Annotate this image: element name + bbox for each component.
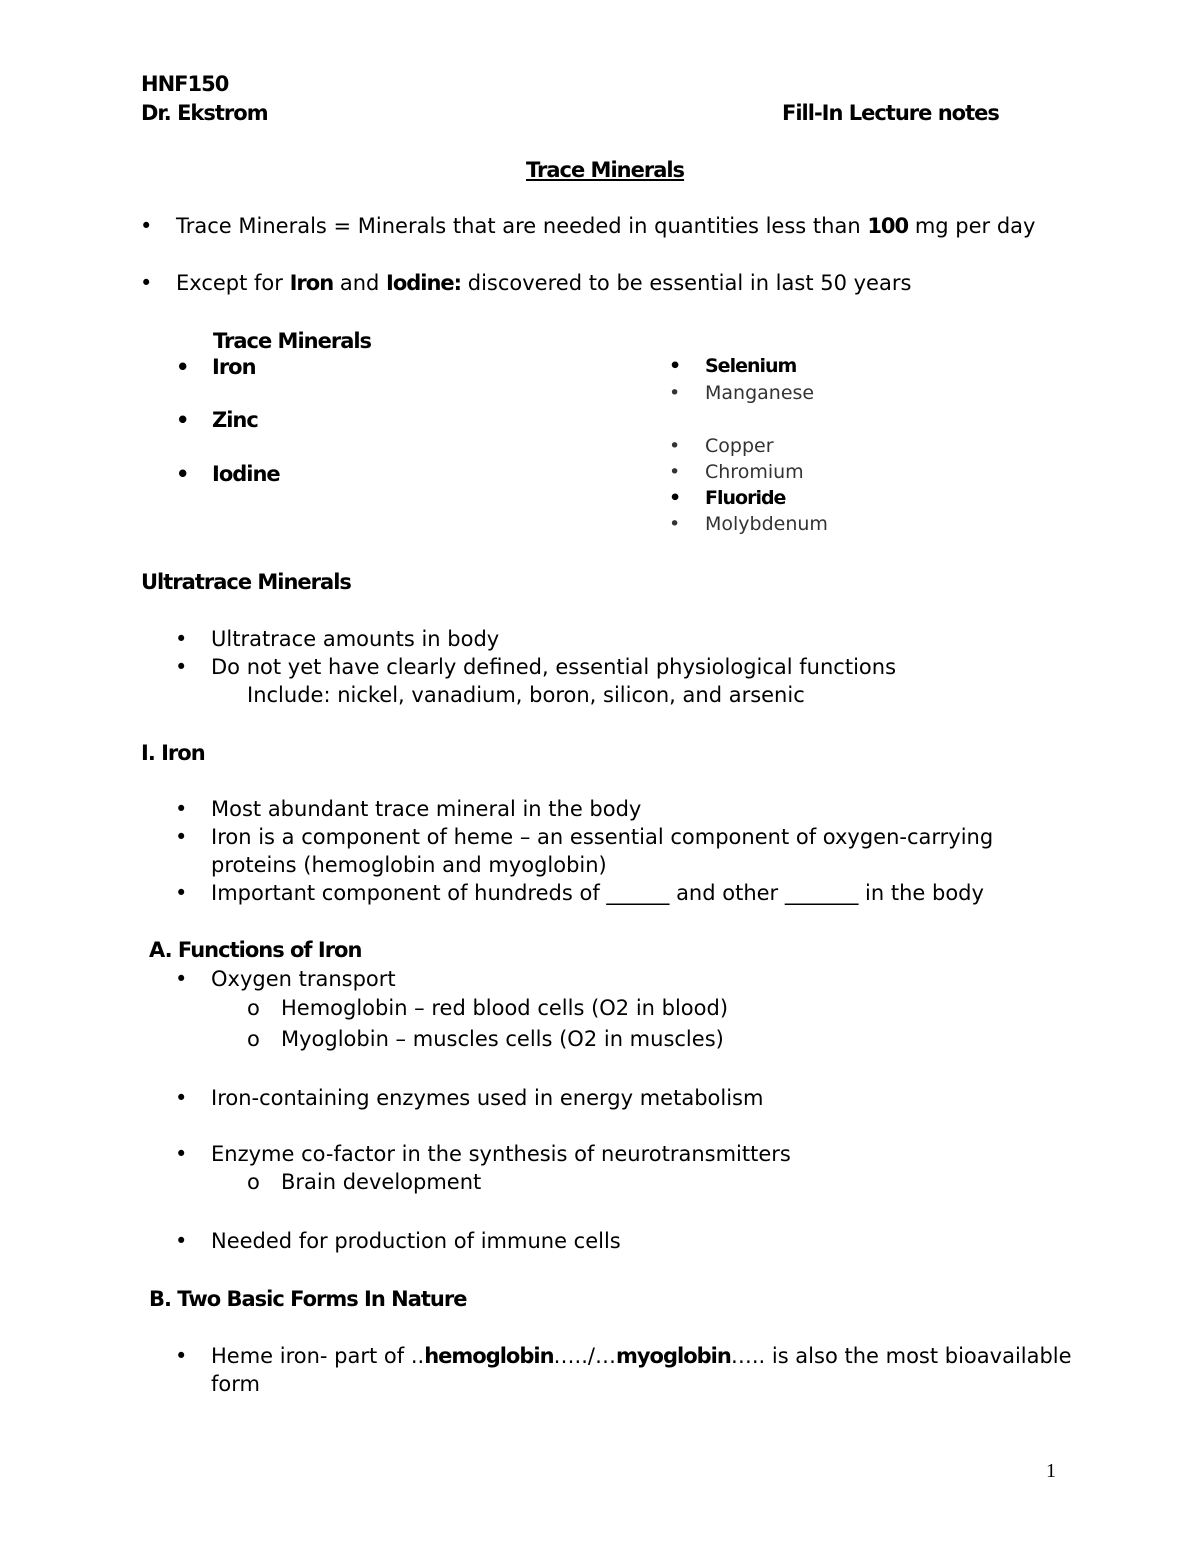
iron-heading: I. Iron: [141, 741, 205, 765]
forms-text: …../…: [553, 1344, 616, 1368]
trace-right-item: • Fluoride: [705, 487, 785, 509]
iron-item-continuation: proteins (hemoglobin and myoglobin): [211, 853, 607, 877]
forms-hemoglobin: hemoglobin: [424, 1344, 554, 1368]
ultratrace-item: • Ultratrace amounts in body: [211, 627, 499, 651]
trace-list-heading: Trace Minerals: [213, 329, 372, 353]
intro-number: 100: [867, 214, 909, 238]
intro-and: and: [333, 271, 387, 295]
forms-myoglobin: myoglobin: [615, 1344, 731, 1368]
function-subitem: o Brain development: [281, 1170, 481, 1194]
intro-bullet-2: [176, 271, 911, 295]
function-subitem: o Myoglobin – muscles cells (O2 in muscles): [281, 1027, 724, 1051]
intro-iodine: Iodine:: [386, 271, 462, 295]
trace-right-item: • Chromium: [705, 461, 804, 483]
trace-right-item: • Molybdenum: [705, 513, 828, 535]
functions-heading: A. Functions of Iron: [149, 938, 362, 962]
forms-item: [211, 1344, 1072, 1368]
intro-text-end: discovered to be essential in last 50 years: [461, 271, 912, 295]
course-code: HNF150: [141, 72, 229, 96]
forms-text: ….. is also the most bioavailable: [730, 1344, 1072, 1368]
intro-text: Except for: [176, 271, 290, 295]
ultratrace-item: • Do not yet have clearly defined, essential physiological functions: [211, 655, 896, 679]
intro-iron: Iron: [289, 271, 334, 295]
forms-item-continuation: form: [211, 1372, 260, 1396]
function-item: • Enzyme co-factor in the synthesis of neurotransmitters: [211, 1142, 791, 1166]
forms-heading: B. Two Basic Forms In Nature: [149, 1287, 467, 1311]
intro-text-end: mg per day: [908, 214, 1036, 238]
trace-right-item: • Selenium: [705, 355, 796, 377]
function-item: • Iron-containing enzymes used in energy metabolism: [211, 1086, 763, 1110]
iron-item: • Important component of hundreds of ______ and other _______ in the body: [211, 881, 984, 905]
intro-bullet-1: [176, 214, 1035, 238]
ultratrace-heading: Ultratrace Minerals: [141, 570, 351, 594]
iron-item: • Most abundant trace mineral in the body: [211, 797, 641, 821]
trace-right-item: • Manganese: [705, 382, 814, 404]
intro-text: Trace Minerals = Minerals that are needed in quantities less than: [176, 214, 868, 238]
trace-left-item: • Iron: [212, 355, 256, 379]
function-subitem: o Hemoglobin – red blood cells (O2 in blood): [281, 996, 728, 1020]
page-title: Trace Minerals: [526, 158, 685, 182]
forms-text: Heme iron- part of ..: [211, 1344, 425, 1368]
function-item: • Oxygen transport: [211, 967, 396, 991]
function-item: • Needed for production of immune cells: [211, 1229, 621, 1253]
page-number: 1: [1046, 1460, 1056, 1482]
iron-item: • Iron is a component of heme – an essential component of oxygen-carrying: [211, 825, 993, 849]
trace-right-item: • Copper: [705, 435, 774, 457]
ultratrace-include: Include: nickel, vanadium, boron, silicon, and arsenic: [247, 683, 805, 707]
trace-left-item: • Iodine: [212, 462, 280, 486]
instructor-name: Dr. Ekstrom: [141, 101, 268, 125]
trace-left-item: • Zinc: [212, 408, 258, 432]
document-type: Fill-In Lecture notes: [782, 101, 999, 125]
